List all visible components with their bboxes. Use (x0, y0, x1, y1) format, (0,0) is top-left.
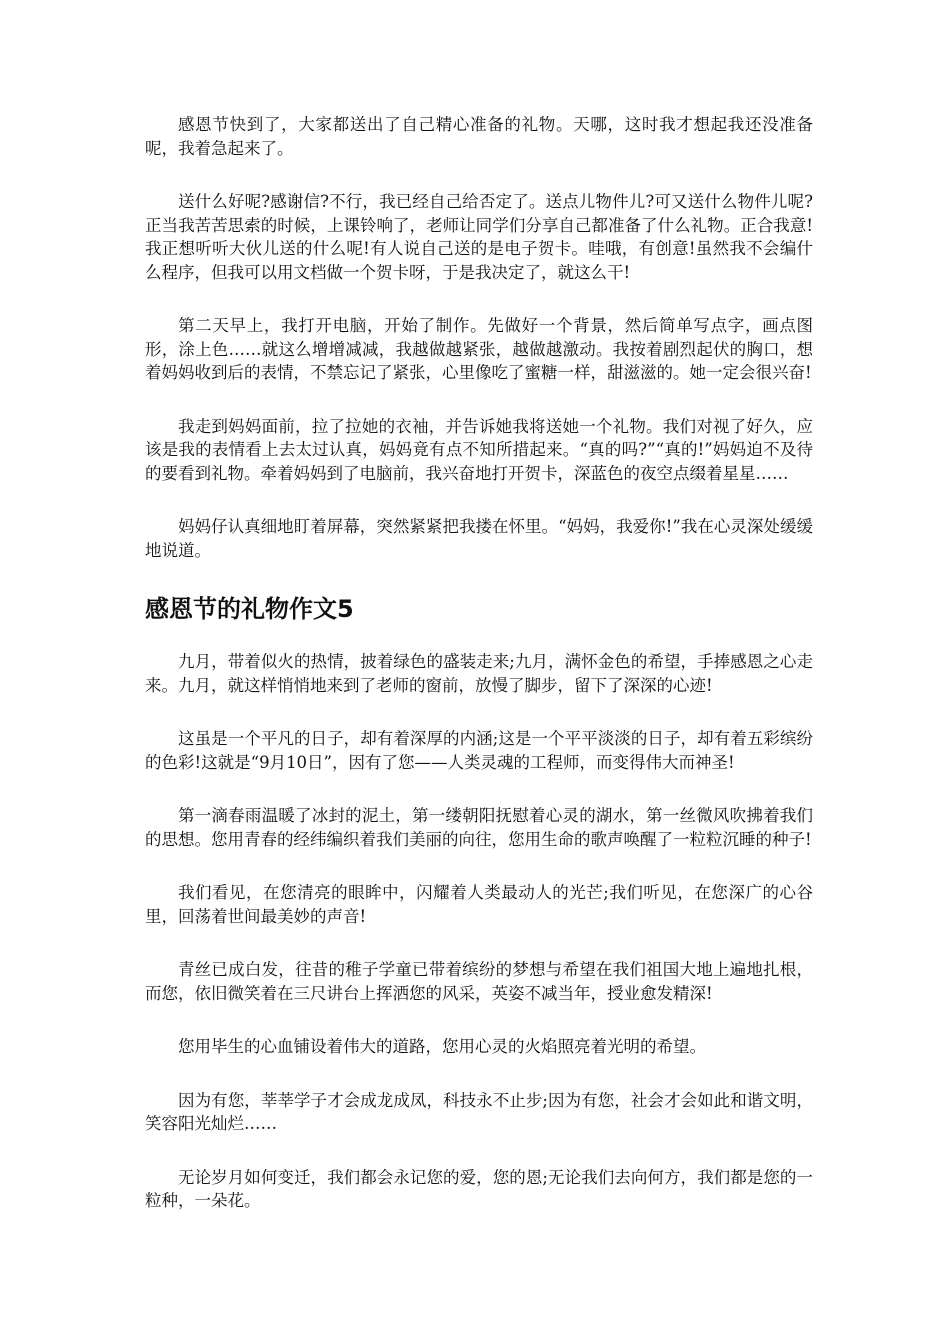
paragraph: 送什么好呢?感谢信?不行，我已经自己给否定了。送点儿物件儿?可又送什么物件儿呢?正当我苦苦思索的时候，上课铃响了，老师让同学们分享自己都准备了什么礼物。正合我意!我正想听听大伙儿送的什么呢!有人说自己送的是电子贺卡。哇哦，有创意!虽然我不会编什么程序，但我可以用文档做一个贺卡呀，于是我决定了，就这么干! (145, 192, 813, 282)
paragraph: 青丝已成白发，往昔的稚子学童已带着缤纷的梦想与希望在我们祖国大地上遍地扎根，而您，依旧微笑着在三尺讲台上挥洒您的风采，英姿不减当年，授业愈发精深! (145, 960, 813, 1003)
paragraph: 无论岁月如何变迁，我们都会永记您的爱，您的恩;无论我们去向何方，我们都是您的一粒种，一朵花。 (145, 1167, 813, 1210)
paragraph: 因为有您，莘莘学子才会成龙成凤，科技永不止步;因为有您，社会才会如此和谐文明，笑容阳光灿烂…… (145, 1090, 813, 1133)
paragraph: 妈妈仔认真细地盯着屏幕，突然紧紧把我搂在怀里。“妈妈，我爱你!”我在心灵深处缓缓地说道。 (145, 517, 813, 560)
paragraph: 这虽是一个平凡的日子，却有着深厚的内涵;这是一个平平淡淡的日子，却有着五彩缤纷的色彩!这就是“9月10日”，因有了您——人类灵魂的工程师，而变得伟大而神圣! (145, 729, 813, 772)
paragraph: 第一滴春雨温暖了冰封的泥土，第一缕朝阳抚慰着心灵的湖水，第一丝微风吹拂着我们的思想。您用青春的经纬编织着我们美丽的向往，您用生命的歌声唤醒了一粒粒沉睡的种子! (145, 806, 813, 849)
paragraph: 九月，带着似火的热情，披着绿色的盛装走来;九月，满怀金色的希望，手捧感恩之心走来。九月，就这样悄悄地来到了老师的窗前，放慢了脚步，留下了深深的心迹! (145, 652, 813, 695)
document-body (145, 113, 813, 1243)
paragraph: 第二天早上，我打开电脑，开始了制作。先做好一个背景，然后简单写点字，画点图形，涂上色……就这么增增减减，我越做越紧张，越做越激动。我按着剧烈起伏的胸口，想着妈妈收到后的表情，不禁忘记了紧张，心里像吃了蜜糖一样，甜滋滋的。她一定会很兴奋! (145, 316, 813, 382)
paragraph: 感恩节快到了，大家都送出了自己精心准备的礼物。天哪，这时我才想起我还没准备呢，我着急起来了。 (145, 115, 813, 158)
section-heading: 感恩节的礼物作文5 (145, 595, 354, 623)
paragraph: 我走到妈妈面前，拉了拉她的衣袖，并告诉她我将送她一个礼物。我们对视了好久，应该是我的表情看上去太过认真，妈妈竟有点不知所措起来。“真的吗?”“真的!”妈妈迫不及待的要看到礼物。牵着妈妈到了电脑前，我兴奋地打开贺卡，深蓝色的夜空点缀着星星…… (145, 416, 813, 483)
paragraph: 您用毕生的心血铺设着伟大的道路，您用心灵的火焰照亮着光明的希望。 (178, 1037, 706, 1056)
paragraph: 我们看见，在您清亮的眼眸中，闪耀着人类最动人的光芒;我们听见，在您深广的心谷里，回荡着世间最美妙的声音! (145, 883, 813, 926)
